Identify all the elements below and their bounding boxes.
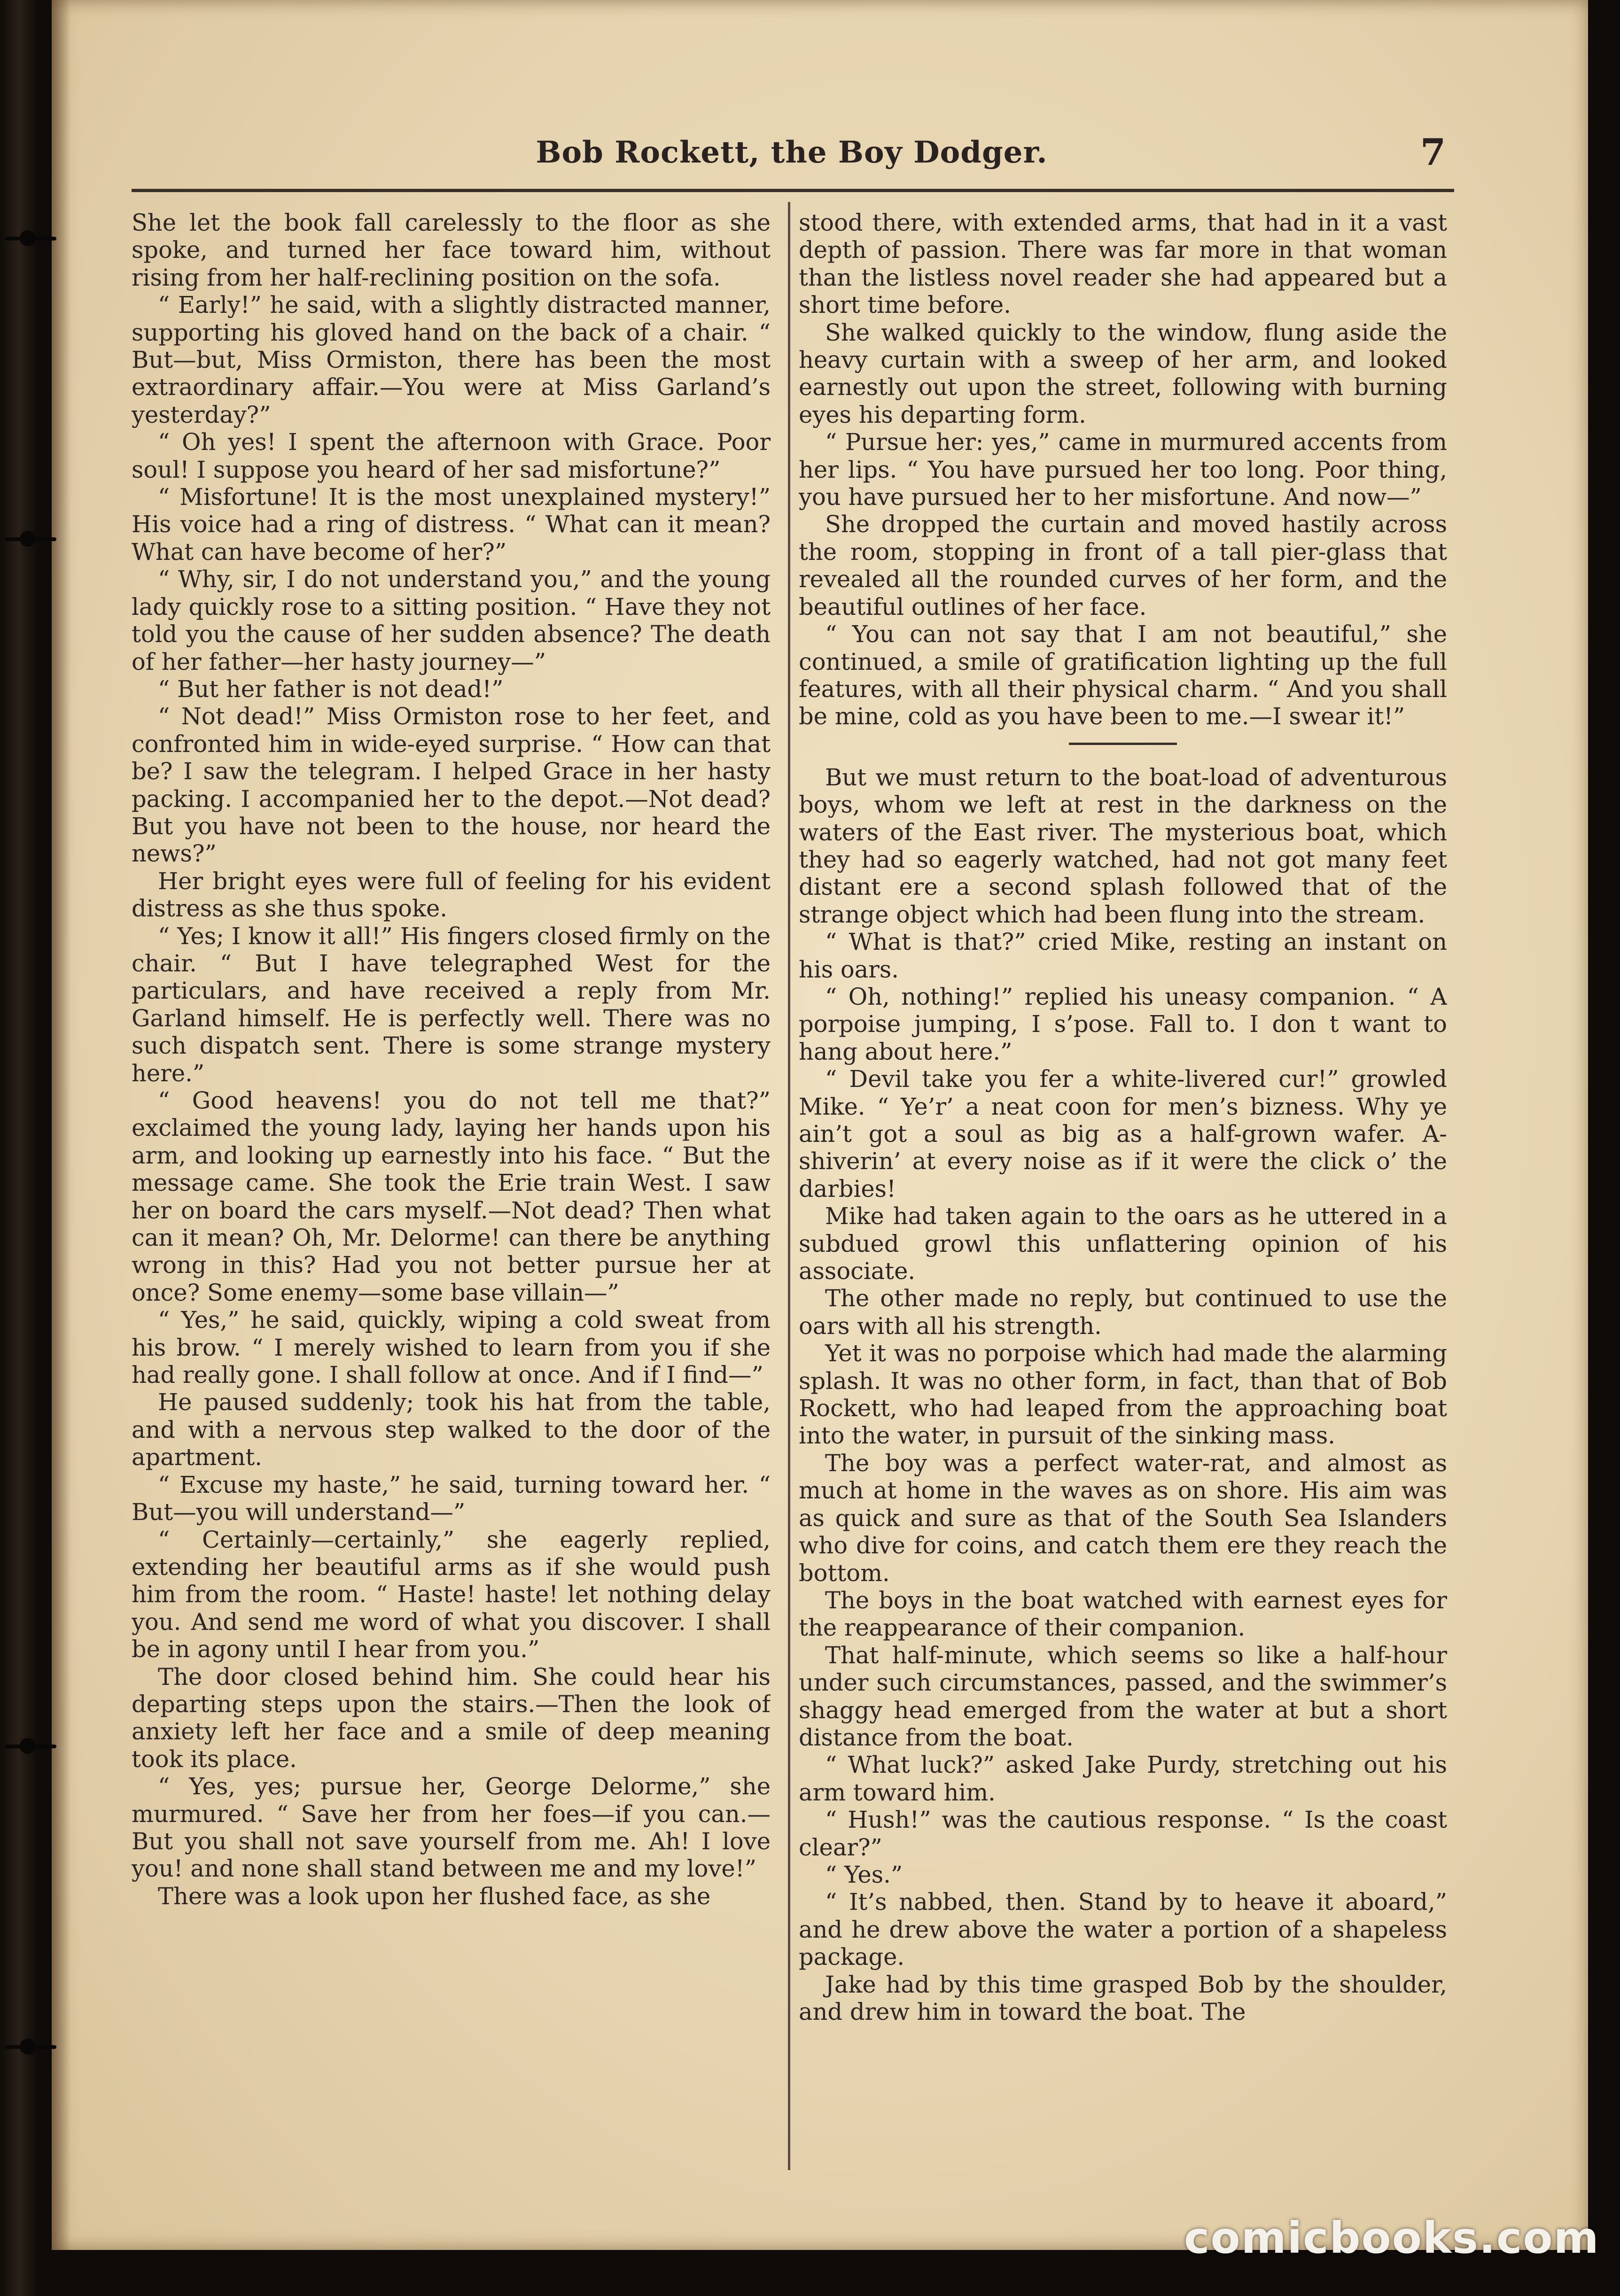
page-number: 7	[1420, 131, 1446, 174]
site-watermark: comicbooks.com	[1184, 2213, 1600, 2263]
paragraph: That half-minute, which seems so like a half-hour under such circumstances, passed, and the swimmer’s shaggy head emerged from the water at but a short distance from the boat.	[799, 1641, 1447, 1751]
paragraph: “ Oh yes! I spent the afternoon with Grace. Poor soul! I suppose you heard of her sad misfortune?”	[132, 428, 771, 483]
paragraph: Yet it was no porpoise which had made the alarming splash. It was no other form, in fact, than that of Bob Rockett, who had leaped from the approaching boat into the water, in pursuit of the sinking mass.	[799, 1340, 1447, 1450]
paragraph: “ You can not say that I am not beautiful,” she continued, a smile of gratification lighting up the full features, with all their physical charm. “ And you shall be mine, cold as you have been to me.—I swear it!”	[799, 621, 1447, 730]
paragraph: “ What luck?” asked Jake Purdy, stretching out his arm toward him.	[799, 1751, 1447, 1806]
paragraph: He paused suddenly; took his hat from the table, and with a nervous step walked to the door of the apartment.	[132, 1388, 771, 1471]
binding-stitch	[0, 531, 56, 547]
paragraph: “ Yes, yes; pursue her, George Delorme,” she murmured. “ Save her from her foes—if you can.—But you shall not save yourself from me. Ah! I love you! and none shall stand between me and my love!”	[132, 1773, 771, 1883]
binding-stitch	[0, 230, 56, 246]
running-header: Bob Rockett, the Boy Dodger.	[536, 135, 1048, 170]
header-rule	[132, 189, 1454, 192]
right-column	[799, 209, 1447, 2172]
paragraph: “ Not dead!” Miss Ormiston rose to her feet, and confronted him in wide-eyed surprise. “ How can that be? I saw the telegram. I helped Grace in her hasty packing. I accompanied her to the depot.—Not dead? But you have not been to the house, nor heard the news?”	[132, 703, 771, 868]
paragraph: Jake had by this time grasped Bob by the shoulder, and drew him in toward the boat. The	[799, 1970, 1447, 2025]
paragraph: “ Misfortune! It is the most unexplained mystery!” His voice had a ring of distress. “ What can it mean? What can have become of her?”	[132, 483, 771, 566]
paragraph: “ Devil take you fer a white-livered cur!” growled Mike. “ Ye’r’ a neat coon for men’s bizness. Why ye ain’t got a soul as big as a half-grown wafer. A-shiverin’ at every noise as if it were the click o’ the darbies!	[799, 1065, 1447, 1202]
paragraph: The door closed behind him. She could hear his departing steps upon the stairs.—Then the look of anxiety left her face and a smile of deep meaning took its place.	[132, 1663, 771, 1773]
section-divider	[1069, 743, 1177, 745]
paragraph: “ But her father is not dead!”	[158, 675, 504, 703]
paragraph: “ What is that?” cried Mike, resting an instant on his oars.	[799, 928, 1447, 983]
binding-stitch	[0, 2039, 56, 2055]
paragraph: “ Excuse my haste,” he said, turning toward her. “ But—you will understand—”	[132, 1471, 771, 1526]
paragraph: “ Pursue her: yes,” came in murmured accents from her lips. “ You have pursued her too long. Poor thing, you have pursued her to her misfortune. And now—”	[799, 428, 1447, 511]
paragraph: “ Early!” he said, with a slightly distracted manner, supporting his gloved hand on the back of a chair. “ But—but, Miss Ormiston, there has been the most extraordinary affair.—You were at Miss Garland’s yesterday?”	[132, 291, 771, 428]
paragraph: The boys in the boat watched with earnest eyes for the reappearance of their companion.	[799, 1586, 1447, 1642]
paragraph: Mike had taken again to the oars as he uttered in a subdued growl this unflattering opinion of his associate.	[799, 1202, 1447, 1285]
paragraph: There was a look upon her flushed face, as she	[158, 1882, 711, 1910]
paragraph: “ Yes.”	[825, 1861, 903, 1888]
paragraph: But we must return to the boat-load of adventurous boys, whom we left at rest in the darkness on the waters of the East river. The mysterious boat, which they had so eagerly watched, had not got many feet distant ere a second splash followed that of the strange object which had been flung into the stream.	[799, 763, 1447, 928]
paragraph: She walked quickly to the window, flung aside the heavy curtain with a sweep of her arm, and looked earnestly out upon the street, following with burning eyes his departing form.	[799, 318, 1447, 428]
paragraph: She dropped the curtain and moved hastily across the room, stopping in front of a tall pier-glass that revealed all the rounded curves of her form, and the beautiful outlines of her face.	[799, 511, 1447, 621]
paragraph: stood there, with extended arms, that had in it a vast depth of passion. There was far more in that woman than the listless novel reader she had appeared but a short time before.	[799, 209, 1447, 319]
paragraph: The boy was a perfect water-rat, and almost as much at home in the waves as on shore. His aim was as quick and sure as that of the South Sea Islanders who dive for coins, and catch them ere they reach the bottom.	[799, 1449, 1447, 1587]
column-divider	[788, 202, 790, 2170]
paragraph: “ It’s nabbed, then. Stand by to heave it aboard,” and he drew above the water a portion of a shapeless package.	[799, 1888, 1447, 1971]
page-gutter	[52, 0, 70, 2250]
paragraph: “ Yes,” he said, quickly, wiping a cold sweat from his brow. “ I merely wished to learn from you if she had really gone. I shall follow at once. And if I find—”	[132, 1306, 771, 1389]
left-column	[132, 209, 771, 2172]
paragraph: “ Hush!” was the cautious response. “ Is the coast clear?”	[799, 1806, 1447, 1861]
paragraph: “ Why, sir, I do not understand you,” and the young lady quickly rose to a sitting position. “ Have they not told you the cause of her sudden absence? The death of her father—her hasty journey—”	[132, 566, 771, 675]
paragraph: Her bright eyes were full of feeling for his evident distress as she thus spoke.	[132, 867, 771, 923]
paragraph: She let the book fall carelessly to the floor as she spoke, and turned her face toward him, without rising from her half-reclining position on the sofa.	[132, 209, 771, 291]
paragraph: The other made no reply, but continued to use the oars with all his strength.	[799, 1285, 1447, 1340]
paragraph: “ Oh, nothing!” replied his uneasy companion. “ A porpoise jumping, I s’pose. Fall to. I don t want to hang about here.”	[799, 983, 1447, 1065]
paragraph: “ Yes; I know it all!” His fingers closed firmly on the chair. “ But I have telegraphed West for the particulars, and have received a reply from Mr. Garland himself. He is perfectly well. There was no such dispatch sent. There is some strange mystery here.”	[132, 922, 771, 1087]
paragraph: “ Good heavens! you do not tell me that?” exclaimed the young lady, laying her hands upon his arm, and looking up earnestly into his face. “ But the message came. She took the Erie train West. I saw her on board the cars myself.—Not dead? Then what can it mean? Oh, Mr. Delorme! can there be anything wrong in this? Had you not better pursue her at once? Some enemy—some base villain—”	[132, 1087, 771, 1306]
binding-stitch	[0, 1738, 56, 1754]
paragraph: “ Certainly—certainly,” she eagerly replied, extending her beautiful arms as if she would push him from the room. “ Haste! haste! let nothing delay you. And send me word of what you discover. I shall be in agony until I hear from you.”	[132, 1526, 771, 1663]
